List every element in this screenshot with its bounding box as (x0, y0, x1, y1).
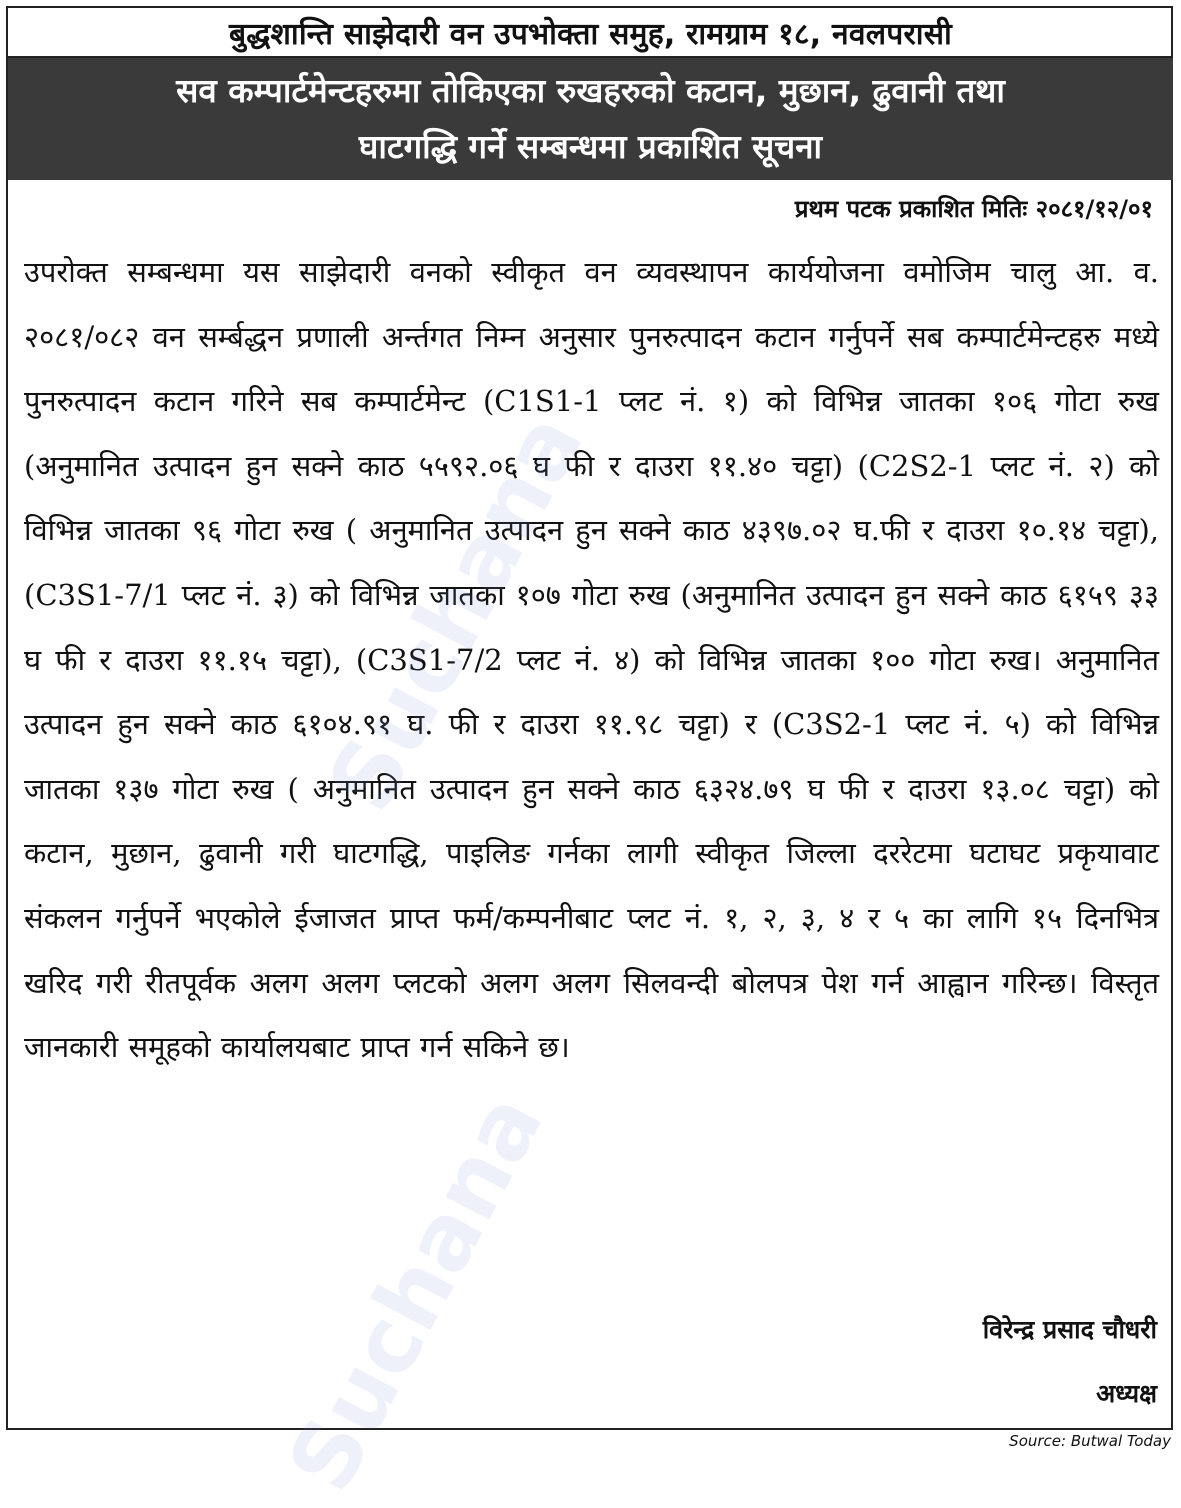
signatory-name: विरेन्द्र प्रसाद चौधरी (982, 1315, 1157, 1344)
source-credit: Source: Butwal Today (1009, 1432, 1171, 1450)
watermark-logo: Suchana (308, 397, 604, 828)
notice-title-line2: घाटगद्धि गर्ने सम्बन्धमा प्रकाशित सूचना (358, 127, 823, 166)
notice-body-paragraph: उपरोक्त सम्बन्धमा यस साझेदारी वनको स्वीकृत वन व्यवस्थापन कार्ययोजना वमोजिम चालु आ. व. २०८१/०८२ वन सर्म्बद्धन प्रणाली अर्न्तगत निम्न अनुसार पुनरुत्पादन कटान गर्नुपर्ने सब कम्पार्टमेन्टहरु मध्ये पुनरुत्पादन कटान गरिने सब कम्पार्टमेन्ट (C1S1-1 प्लट नं. १) को विभिन्न जातका १०६ गोटा रुख (अनुमानित उत्पादन हुन सक्ने काठ ५५९२.०६ घ फी र दाउरा ११.४० चट्टा) (C2S2-1 प्लट नं. २) को विभिन्न जातका ९६ गोटा रुख ( अनुमानित उत्पादन हुन सक्ने काठ ४३९७.०२ घ.फी र दाउरा १०.१४ चट्टा), (C3S1-7/1 प्लट नं. ३) को विभिन्न जातका १०७ गोटा रुख (अनुमानित उत्पादन हुन सक्ने काठ ६१५९ ३३ घ फी र दाउरा ११.१५ चट्टा), (C3S1-7/2 प्लट नं. ४) को विभिन्न जातका १०० गोटा रुख। अनुमानित उत्पादन हुन सक्ने काठ ६१०४.९१ घ. फी र दाउरा ११.९८ चट्टा) र (C3S2-1 प्लट नं. ५) को विभिन्न जातका १३७ गोटा रुख ( अनुमानित उत्पादन हुन सक्ने काठ ६३२४.७९ घ फी र दाउरा १३.०८ चट्टा) को कटान, मुछान, ढुवानी गरी घाटगद्धि, पाइलिङ गर्नका लागी स्वीकृत जिल्ला दररेटमा घटाघट प्रकृयावाट संकलन गर्नुपर्ने भएकोले ईजाजत प्राप्त फर्म/कम्पनीबाट प्लट नं. १, २, ३, ४ र ५ का लागि १५ दिनभित्र खरिद गरी रीतपूर्वक अलग अलग प्लटको अलग अलग सिलवन्दी बोलपत्र पेश गर्न आह्वान गरिन्छ। विस्तृत जानकारी समूहको कार्यालयबाट प्राप्त गर्न सकिने छ। (24, 255, 1159, 1065)
notice-title-line1: सव कम्पार्टमेन्टहरुमा तोकिएका रुखहरुको कटान, मुछान, ढुवानी तथा (176, 71, 1005, 110)
watermark-logo: Suchana (268, 1077, 564, 1508)
notice-title-banner (8, 58, 1173, 180)
publication-date: प्रथम पटक प्रकाशित मितिः २०८१/१२/०१ (794, 195, 1153, 223)
signatory-position: अध्यक्ष (1096, 1379, 1157, 1408)
organization-title: बुद्धशान्ति साझेदारी वन उपभोक्ता समुह, रामग्राम १८, नवलपरासी (8, 8, 1173, 58)
